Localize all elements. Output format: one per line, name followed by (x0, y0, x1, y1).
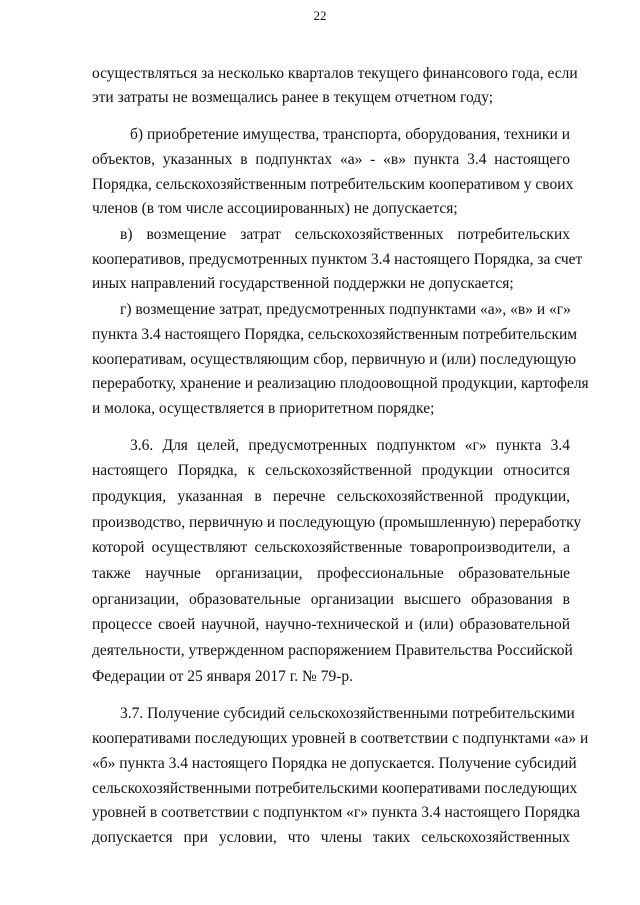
text-line: продукция, указанная в перечне сельскохозяйственной продукции, (92, 488, 570, 505)
text-line: 3.7. Получение субсидий сельскохозяйственными потребительскими (120, 705, 575, 722)
text-line: деятельности, утвержденном распоряжением Правительства Российской (92, 642, 573, 659)
text-line: кооперативам, осуществляющим сбор, первичную и (или) последующую (92, 351, 577, 368)
text-line: допускается при условии, что члены таких сельскохозяйственных (92, 829, 570, 846)
text-line: иных направлений государственной поддержки не допускается; (92, 275, 514, 292)
text-line: кооперативами последующих уровней в соответствии с подпунктами «а» и (92, 730, 589, 747)
text-line: сельскохозяйственными потребительскими кооперативами последующих (92, 780, 578, 797)
text-line: г) возмещение затрат, предусмотренных подпунктами «а», «в» и «г» (120, 301, 571, 318)
text-line: эти затраты не возмещались ранее в текущем отчетном году; (92, 89, 494, 106)
text-line: Порядка, сельскохозяйственным потребительским кооперативом у своих (92, 176, 574, 193)
text-line: осуществляться за несколько кварталов текущего финансового года, если (92, 65, 578, 82)
text-line: членов (в том числе ассоциированных) не допускается; (92, 200, 458, 217)
text-line: «б» пункта 3.4 настоящего Порядка не допускается. Получение субсидий (92, 755, 577, 772)
text-line: и молока, осуществляется в приоритетном порядке; (92, 400, 435, 417)
text-line: процессе своей научной, научно-технической и (или) образовательной (92, 616, 570, 633)
text-line: 3.6. Для целей, предусмотренных подпунктом «г» пункта 3.4 (130, 437, 570, 454)
text-line: также научные организации, профессиональные образовательные (92, 565, 570, 582)
text-line: объектов, указанных в подпунктах «а» - «в» пункта 3.4 настоящего (92, 151, 570, 168)
page-number: 22 (313, 8, 327, 23)
text-line: уровней в соответствии с подпунктом «г» пункта 3.4 настоящего Порядка (92, 804, 581, 821)
text-line: Федерации от 25 января 2017 г. № 79-р. (92, 668, 354, 685)
text-line: которой осуществляют сельскохозяйственные товаропроизводители, а (92, 539, 570, 556)
text-line: организации, образовательные организации высшего образования в (92, 591, 570, 608)
text-line: б) приобретение имущества, транспорта, оборудования, техники и (130, 126, 570, 143)
text-line: производство, первичную и последующую (промышленную) переработку (92, 514, 582, 531)
text-line: настоящего Порядка, к сельскохозяйственной продукции относится (92, 462, 570, 479)
text-line: пункта 3.4 настоящего Порядка, сельскохозяйственным потребительским (92, 326, 578, 343)
text-line: в) возмещение затрат сельскохозяйственных потребительских (120, 226, 570, 243)
text-line: кооперативов, предусмотренных пунктом 3.4 настоящего Порядка, за счет (92, 251, 583, 268)
text-line: переработку, хранение и реализацию плодоовощной продукции, картофеля (92, 375, 589, 392)
